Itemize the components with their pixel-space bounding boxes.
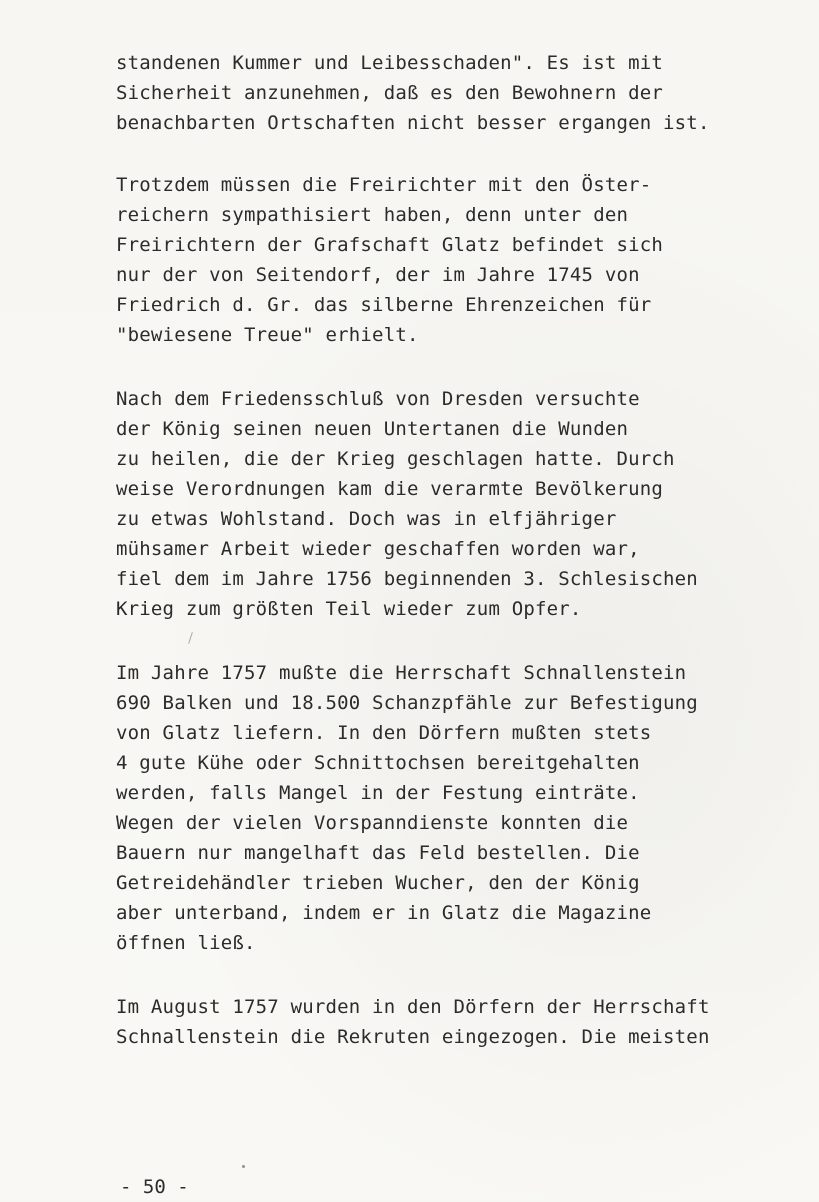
text-line: der König seinen neuen Untertanen die Wunden — [116, 418, 629, 440]
text-line: reichern sympathisiert haben, denn unter den — [116, 204, 629, 226]
text-line: Nach dem Friedensschluß von Dresden versuchte — [116, 388, 640, 410]
text-line: werden, falls Mangel in der Festung einträte. — [116, 782, 640, 804]
paragraph-3 — [116, 384, 756, 624]
text-line: Bauern nur mangelhaft das Feld bestellen. Die — [116, 842, 640, 864]
text-line: zu heilen, die der Krieg geschlagen hatte. Durch — [116, 448, 675, 470]
text-line: zu etwas Wohlstand. Doch was in elfjähriger — [116, 508, 617, 530]
text-line: Schnallenstein die Rekruten eingezogen. Die meisten — [116, 1026, 710, 1048]
text-line: Wegen der vielen Vorspanndienste konnten die — [116, 812, 629, 834]
text-line: 690 Balken und 18.500 Schanzpfähle zur Befestigung — [116, 692, 698, 714]
page-number: - 50 - — [120, 1176, 189, 1198]
text-line: mühsamer Arbeit wieder geschaffen worden war, — [116, 538, 640, 560]
paragraph-4 — [116, 658, 756, 958]
text-line: 4 gute Kühe oder Schnittochsen bereitgehalten — [116, 752, 640, 774]
text-line: Im August 1757 wurden in den Dörfern der Herrschaft — [116, 996, 710, 1018]
text-line: Friedrich d. Gr. das silberne Ehrenzeichen für — [116, 294, 652, 316]
text-line: "bewiesene Treue" erhielt. — [116, 324, 419, 346]
paragraph-1 — [116, 48, 756, 138]
stray-pen-mark — [188, 632, 193, 644]
text-line: fiel dem im Jahre 1756 beginnenden 3. Schlesischen — [116, 568, 698, 590]
text-line: Freirichtern der Grafschaft Glatz befindet sich — [116, 234, 664, 256]
stray-dot-mark — [242, 1165, 245, 1168]
text-line: aber unterband, indem er in Glatz die Magazine — [116, 902, 652, 924]
text-line: Trotzdem müssen die Freirichter mit den Öster- — [116, 174, 652, 196]
text-line: benachbarten Ortschaften nicht besser ergangen ist. — [116, 112, 710, 134]
text-line: standenen Kummer und Leibesschaden". Es ist mit — [116, 52, 664, 74]
text-line: nur der von Seitendorf, der im Jahre 1745 von — [116, 264, 640, 286]
text-line: von Glatz liefern. In den Dörfern mußten stets — [116, 722, 652, 744]
text-line: öffnen ließ. — [116, 932, 256, 954]
text-line: Sicherheit anzunehmen, daß es den Bewohnern der — [116, 82, 664, 104]
paragraph-5 — [116, 992, 756, 1052]
text-line: Getreidehändler trieben Wucher, den der König — [116, 872, 640, 894]
text-line: weise Verordnungen kam die verarmte Bevölkerung — [116, 478, 664, 500]
text-line: Krieg zum größten Teil wieder zum Opfer. — [116, 598, 582, 620]
paragraph-2 — [116, 170, 756, 350]
text-line: Im Jahre 1757 mußte die Herrschaft Schnallenstein — [116, 662, 687, 684]
